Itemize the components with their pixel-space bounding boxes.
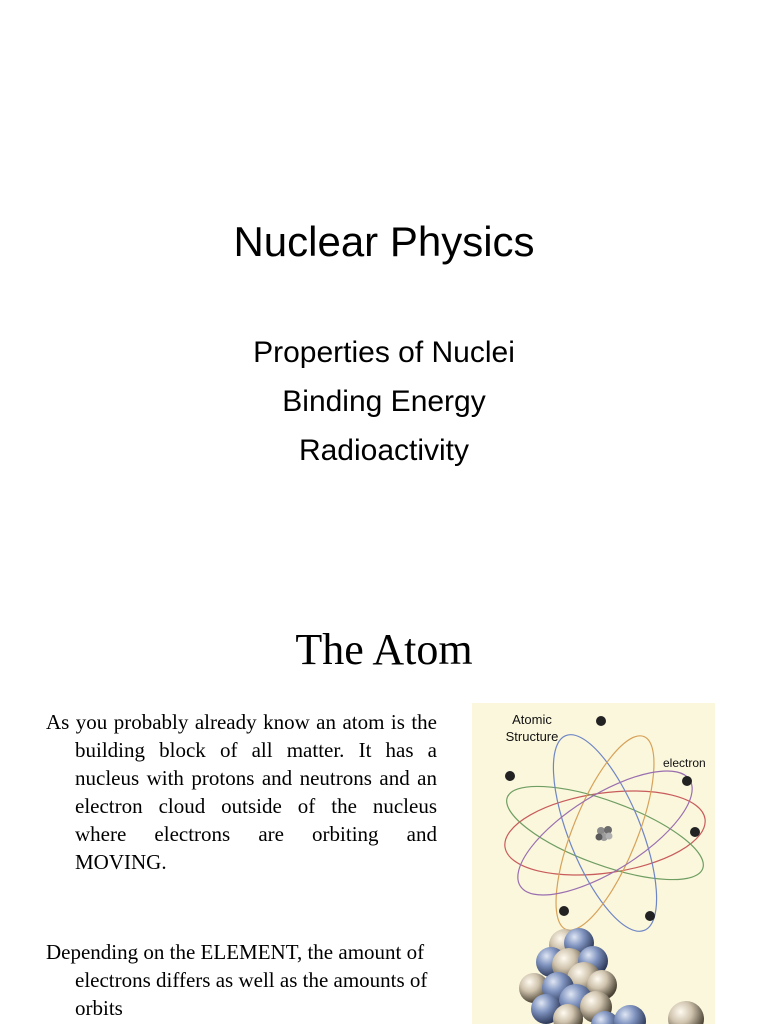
orbit-ring	[496, 767, 713, 898]
subtitle-list	[0, 330, 768, 477]
atom-illustration	[472, 703, 715, 1024]
orbit-ring	[499, 779, 710, 886]
subtitle-item: Properties of Nuclei	[253, 336, 515, 369]
diagram-title-line: Structure	[505, 729, 559, 744]
electron-dot	[690, 827, 700, 837]
electrons	[505, 716, 700, 921]
electron-dot	[645, 911, 655, 921]
diagram-title	[492, 711, 572, 745]
large-nucleus	[519, 928, 704, 1024]
electron-dot	[682, 776, 692, 786]
orbit-ring	[500, 748, 710, 918]
orbit-ring	[536, 725, 673, 942]
slide-title-heading: Nuclear Physics	[233, 218, 535, 265]
diagram-title-line: Atomic	[512, 712, 552, 727]
atom-paragraph-2: Depending on the ELEMENT, the amount of electrons differs as well as the amounts of orbits	[46, 940, 428, 1020]
subtitle-item: Radioactivity	[298, 434, 470, 467]
electron-dot	[596, 716, 606, 726]
electron-label: electron	[663, 756, 706, 770]
atom-slide-title: The Atom	[295, 625, 473, 674]
small-nucleus	[596, 826, 613, 841]
orbit-ring	[532, 722, 677, 944]
electron-dot	[559, 906, 569, 916]
electron-dot	[505, 771, 515, 781]
atom-paragraph-1: As you probably already know an atom is the building block of all matter. It has a nucleus with protons and neutrons and an electron cloud outside of the nucleus where electrons are orbiting and MOVING.	[46, 710, 437, 874]
subtitle-item: Binding Energy	[282, 385, 486, 418]
atomic-structure-diagram	[472, 703, 715, 1024]
